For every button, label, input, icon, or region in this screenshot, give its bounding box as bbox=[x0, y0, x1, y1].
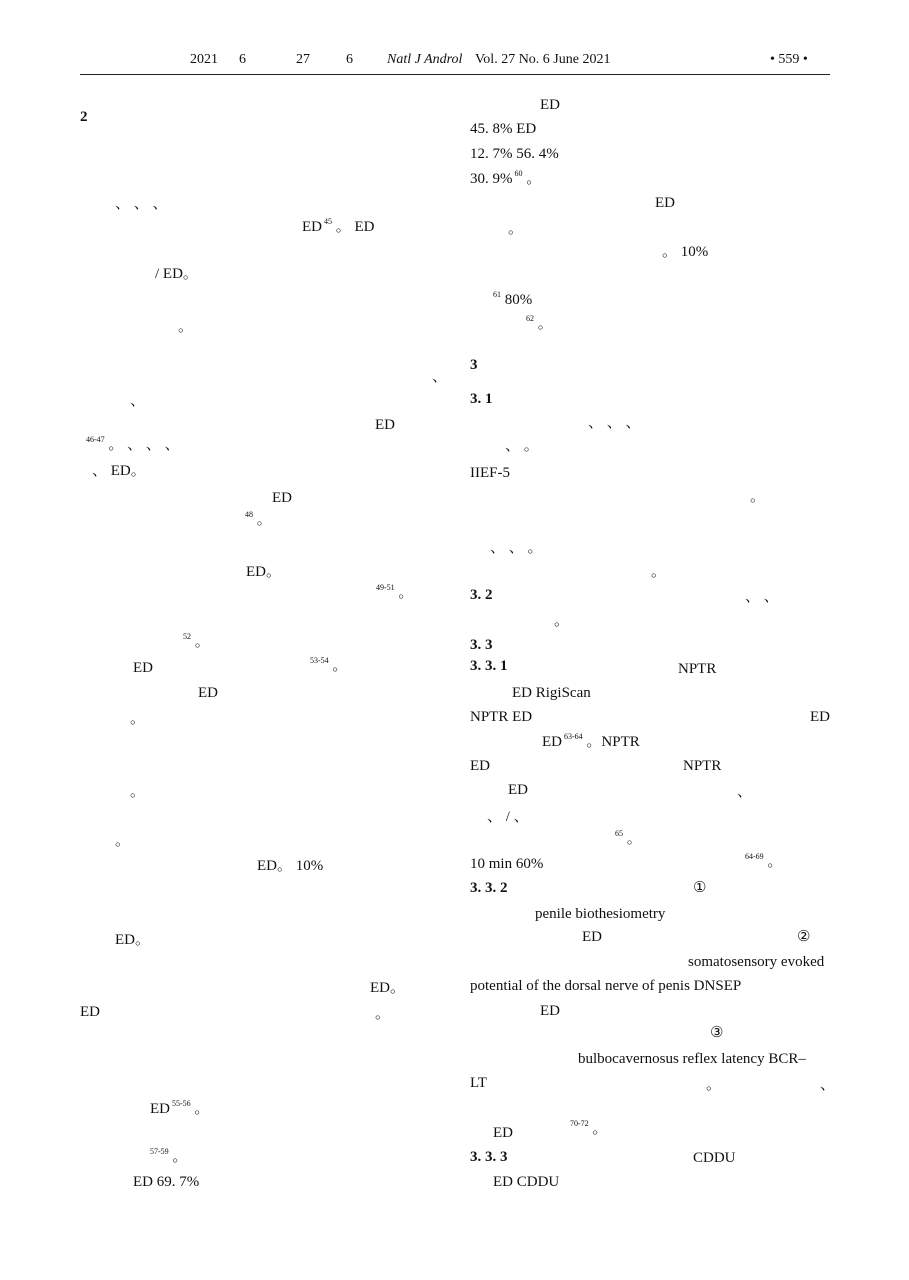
left-text-line bbox=[115, 832, 130, 850]
line-text: ED bbox=[810, 709, 830, 725]
line-text: ED bbox=[582, 929, 602, 945]
line-text: ED bbox=[540, 1003, 560, 1019]
right-text-line bbox=[508, 220, 523, 238]
left-text-line bbox=[133, 659, 153, 677]
line-text-after: 。 ED bbox=[332, 219, 375, 235]
citation-superscript: 60 bbox=[512, 169, 523, 178]
citation-superscript: 70-72 bbox=[570, 1119, 589, 1128]
line-text-after: 。 bbox=[623, 831, 642, 847]
citation-superscript: 61 bbox=[493, 290, 501, 299]
line-text: 。 10% bbox=[662, 244, 709, 260]
right-text-line bbox=[578, 1050, 806, 1068]
left-text-line bbox=[183, 633, 210, 653]
left-text-line bbox=[130, 783, 145, 801]
line-text: 、 ED。 bbox=[92, 463, 146, 479]
line-text: ED bbox=[150, 1101, 170, 1117]
header-volume-info: Vol. 27 No. 6 June 2021 bbox=[475, 52, 611, 67]
right-text-line bbox=[710, 1024, 723, 1042]
left-text-line bbox=[155, 265, 198, 283]
right-text-line bbox=[706, 1076, 721, 1094]
right-text-line bbox=[470, 855, 543, 873]
line-text-after: 。 bbox=[588, 1121, 608, 1137]
left-text-line bbox=[246, 563, 281, 581]
right-text-line bbox=[505, 437, 539, 455]
right-text-line bbox=[470, 145, 559, 163]
right-text-line bbox=[810, 708, 830, 726]
right-text-line bbox=[470, 356, 478, 374]
line-text: 、 。 bbox=[505, 438, 539, 454]
right-text-line bbox=[470, 636, 493, 654]
line-text: 3. 1 bbox=[470, 391, 493, 407]
line-text: 。 bbox=[706, 1077, 722, 1093]
header-month: 6 bbox=[239, 52, 246, 67]
line-text: ED bbox=[302, 219, 322, 235]
right-text-line bbox=[797, 928, 810, 946]
line-text-after: 。 、 、 、 bbox=[104, 437, 180, 453]
right-text-line bbox=[470, 757, 490, 775]
line-text: 12. 7% 56. 4% bbox=[470, 146, 559, 162]
right-text-line bbox=[470, 657, 508, 675]
line-text: bulbocavernosus reflex latency BCR– bbox=[578, 1051, 806, 1067]
line-text: ③ bbox=[710, 1025, 724, 1041]
line-text: NPTR bbox=[678, 661, 717, 677]
line-text: 、 bbox=[820, 1077, 836, 1093]
line-text: 3. 3 bbox=[470, 637, 493, 653]
right-text-line bbox=[490, 539, 543, 557]
right-text-line bbox=[745, 588, 779, 606]
right-text-line bbox=[750, 488, 765, 506]
line-text: potential of the dorsal nerve of penis DNSEP bbox=[470, 978, 742, 994]
line-text: 。 bbox=[554, 613, 570, 629]
right-text-line bbox=[554, 612, 569, 630]
header-year: 2021 bbox=[190, 52, 218, 67]
right-text-line bbox=[512, 684, 591, 702]
line-text: 3 bbox=[470, 357, 478, 373]
citation-superscript: 49-51 bbox=[376, 583, 395, 592]
header-journal-abbrev: Natl J Androl bbox=[387, 52, 463, 67]
line-text: ED bbox=[133, 660, 153, 676]
line-text: 2 bbox=[80, 109, 88, 125]
left-text-line bbox=[376, 584, 413, 604]
left-text-line bbox=[80, 1003, 100, 1021]
right-text-line bbox=[745, 853, 782, 873]
line-text: NPTR ED bbox=[470, 709, 533, 725]
citation-superscript: 63-64 bbox=[562, 732, 583, 741]
right-text-line bbox=[540, 1002, 560, 1020]
citation-superscript: 48 bbox=[245, 510, 253, 519]
line-text: 、 bbox=[737, 784, 753, 800]
line-text: somatosensory evoked bbox=[688, 954, 825, 970]
right-text-line bbox=[470, 708, 532, 726]
left-text-line bbox=[375, 1005, 390, 1023]
header-page-number: • 559 • bbox=[770, 52, 808, 67]
line-text-after: 。 bbox=[763, 854, 783, 870]
line-text-after: 。 bbox=[190, 1101, 210, 1117]
right-text-line bbox=[470, 464, 510, 482]
right-text-line bbox=[588, 414, 641, 432]
line-text-after: 。 bbox=[394, 585, 414, 601]
line-text: 。 bbox=[178, 319, 194, 335]
line-text: 、 bbox=[432, 369, 448, 385]
citation-superscript: 46-47 bbox=[86, 435, 105, 444]
right-text-line bbox=[470, 879, 508, 897]
line-text-after: 。 bbox=[522, 171, 542, 187]
right-text-line bbox=[662, 243, 708, 261]
line-text: penile biothesiometry bbox=[535, 906, 666, 922]
line-text: IIEF-5 bbox=[470, 465, 510, 481]
left-text-line bbox=[310, 657, 347, 677]
left-text-line bbox=[150, 1100, 209, 1120]
line-text: LT bbox=[470, 1075, 487, 1091]
right-text-line bbox=[678, 660, 716, 678]
right-text-line bbox=[493, 291, 532, 311]
right-text-line bbox=[737, 783, 752, 801]
line-text: 30. 9% bbox=[470, 171, 513, 187]
line-text: 、 bbox=[130, 393, 146, 409]
left-text-line bbox=[257, 857, 323, 875]
header-volume: 27 bbox=[296, 52, 310, 67]
citation-superscript: 52 bbox=[183, 632, 191, 641]
line-text-after: 80% bbox=[501, 292, 533, 308]
line-text-after: 。 bbox=[191, 634, 210, 650]
line-text: 。 bbox=[115, 833, 131, 849]
left-text-line bbox=[272, 489, 292, 507]
right-text-line bbox=[693, 879, 706, 897]
citation-superscript: 53-54 bbox=[310, 656, 329, 665]
line-text: 3. 2 bbox=[470, 587, 493, 603]
right-text-line bbox=[542, 733, 640, 753]
line-text-after: 。 bbox=[534, 316, 553, 332]
line-text: / ED。 bbox=[155, 266, 198, 282]
citation-superscript: 65 bbox=[615, 829, 623, 838]
right-text-line bbox=[487, 808, 529, 826]
line-text: 。 bbox=[750, 489, 766, 505]
line-text: ED bbox=[542, 734, 562, 750]
line-text: ED bbox=[470, 758, 490, 774]
right-text-line bbox=[570, 1120, 607, 1140]
line-text: 。 bbox=[508, 221, 524, 237]
line-text: ED 69. 7% bbox=[133, 1174, 200, 1190]
line-text: 、 、 bbox=[745, 589, 779, 605]
line-text: ② bbox=[797, 929, 811, 945]
left-text-line bbox=[130, 710, 145, 728]
line-text: ED bbox=[375, 417, 395, 433]
line-text: ED bbox=[272, 490, 292, 506]
line-text: ED。 bbox=[246, 564, 281, 580]
line-text: ① bbox=[693, 880, 707, 896]
line-text: ED bbox=[540, 97, 560, 113]
right-text-line bbox=[615, 830, 642, 850]
left-text-line bbox=[115, 931, 150, 949]
line-text-after: 。 bbox=[253, 512, 272, 528]
right-text-line bbox=[655, 194, 675, 212]
right-text-line bbox=[470, 120, 536, 138]
left-text-line bbox=[150, 1148, 187, 1168]
line-text: ED bbox=[508, 782, 528, 798]
line-text: 10 min 60% bbox=[470, 856, 544, 872]
right-text-line bbox=[683, 757, 721, 775]
line-text: ED bbox=[198, 685, 218, 701]
line-text: 3. 3. 1 bbox=[470, 658, 508, 674]
left-text-line bbox=[130, 392, 145, 410]
line-text: 45. 8% ED bbox=[470, 121, 537, 137]
left-text-line bbox=[92, 462, 146, 480]
header-rule bbox=[80, 74, 830, 75]
right-text-line bbox=[693, 1149, 736, 1167]
line-text: ED bbox=[655, 195, 675, 211]
citation-superscript: 64-69 bbox=[745, 852, 764, 861]
right-text-line bbox=[820, 1076, 835, 1094]
citation-superscript: 62 bbox=[526, 314, 534, 323]
line-text: 、 、 、 bbox=[588, 415, 641, 431]
left-text-line bbox=[245, 511, 272, 531]
line-text: CDDU bbox=[693, 1150, 736, 1166]
line-text: ED bbox=[493, 1125, 513, 1141]
line-text: 。 bbox=[130, 784, 146, 800]
line-text: ED。 bbox=[115, 932, 150, 948]
right-text-line bbox=[526, 315, 553, 335]
left-text-line bbox=[198, 684, 218, 702]
right-text-line bbox=[470, 1074, 487, 1092]
citation-superscript: 45 bbox=[322, 217, 332, 226]
line-text: NPTR bbox=[683, 758, 722, 774]
line-text: ED RigiScan bbox=[512, 685, 591, 701]
left-text-line bbox=[432, 368, 447, 386]
citation-superscript: 57-59 bbox=[150, 1147, 169, 1156]
left-text-line bbox=[370, 979, 405, 997]
right-text-line bbox=[651, 563, 666, 581]
line-text: 。 bbox=[651, 564, 667, 580]
right-text-line bbox=[582, 928, 602, 946]
line-text: ED bbox=[80, 1004, 100, 1020]
left-text-line bbox=[115, 195, 168, 213]
line-text: 3. 3. 2 bbox=[470, 880, 508, 896]
line-text: ED。 bbox=[370, 980, 405, 996]
line-text: ED。 10% bbox=[257, 858, 324, 874]
line-text: ED CDDU bbox=[493, 1174, 560, 1190]
right-text-line bbox=[508, 781, 528, 799]
right-text-line bbox=[540, 96, 560, 114]
line-text-after: 。 bbox=[328, 658, 348, 674]
left-text-line bbox=[375, 416, 395, 434]
right-text-line bbox=[470, 977, 741, 995]
line-text: 。 bbox=[130, 711, 146, 727]
left-text-line bbox=[178, 318, 193, 336]
left-text-line bbox=[80, 108, 88, 126]
right-text-line bbox=[470, 1148, 508, 1166]
header-issue: 6 bbox=[346, 52, 353, 67]
line-text-after: 。NPTR bbox=[582, 734, 640, 750]
right-text-line bbox=[470, 586, 493, 604]
right-text-line bbox=[493, 1124, 513, 1142]
line-text: 3. 3. 3 bbox=[470, 1149, 508, 1165]
left-text-line bbox=[133, 1173, 199, 1191]
line-text: 。 bbox=[375, 1006, 391, 1022]
line-text: 、 、 、 bbox=[115, 196, 168, 212]
right-text-line bbox=[688, 953, 824, 971]
right-text-line bbox=[470, 390, 493, 408]
left-text-line bbox=[302, 218, 375, 238]
right-text-line bbox=[470, 170, 541, 190]
line-text: 、 、 。 bbox=[490, 540, 543, 556]
citation-superscript: 55-56 bbox=[170, 1099, 191, 1108]
right-text-line bbox=[493, 1173, 559, 1191]
left-text-line bbox=[86, 436, 180, 456]
line-text-after: 。 bbox=[168, 1149, 188, 1165]
right-text-line bbox=[535, 905, 665, 923]
line-text: 、 / 、 bbox=[487, 809, 529, 825]
